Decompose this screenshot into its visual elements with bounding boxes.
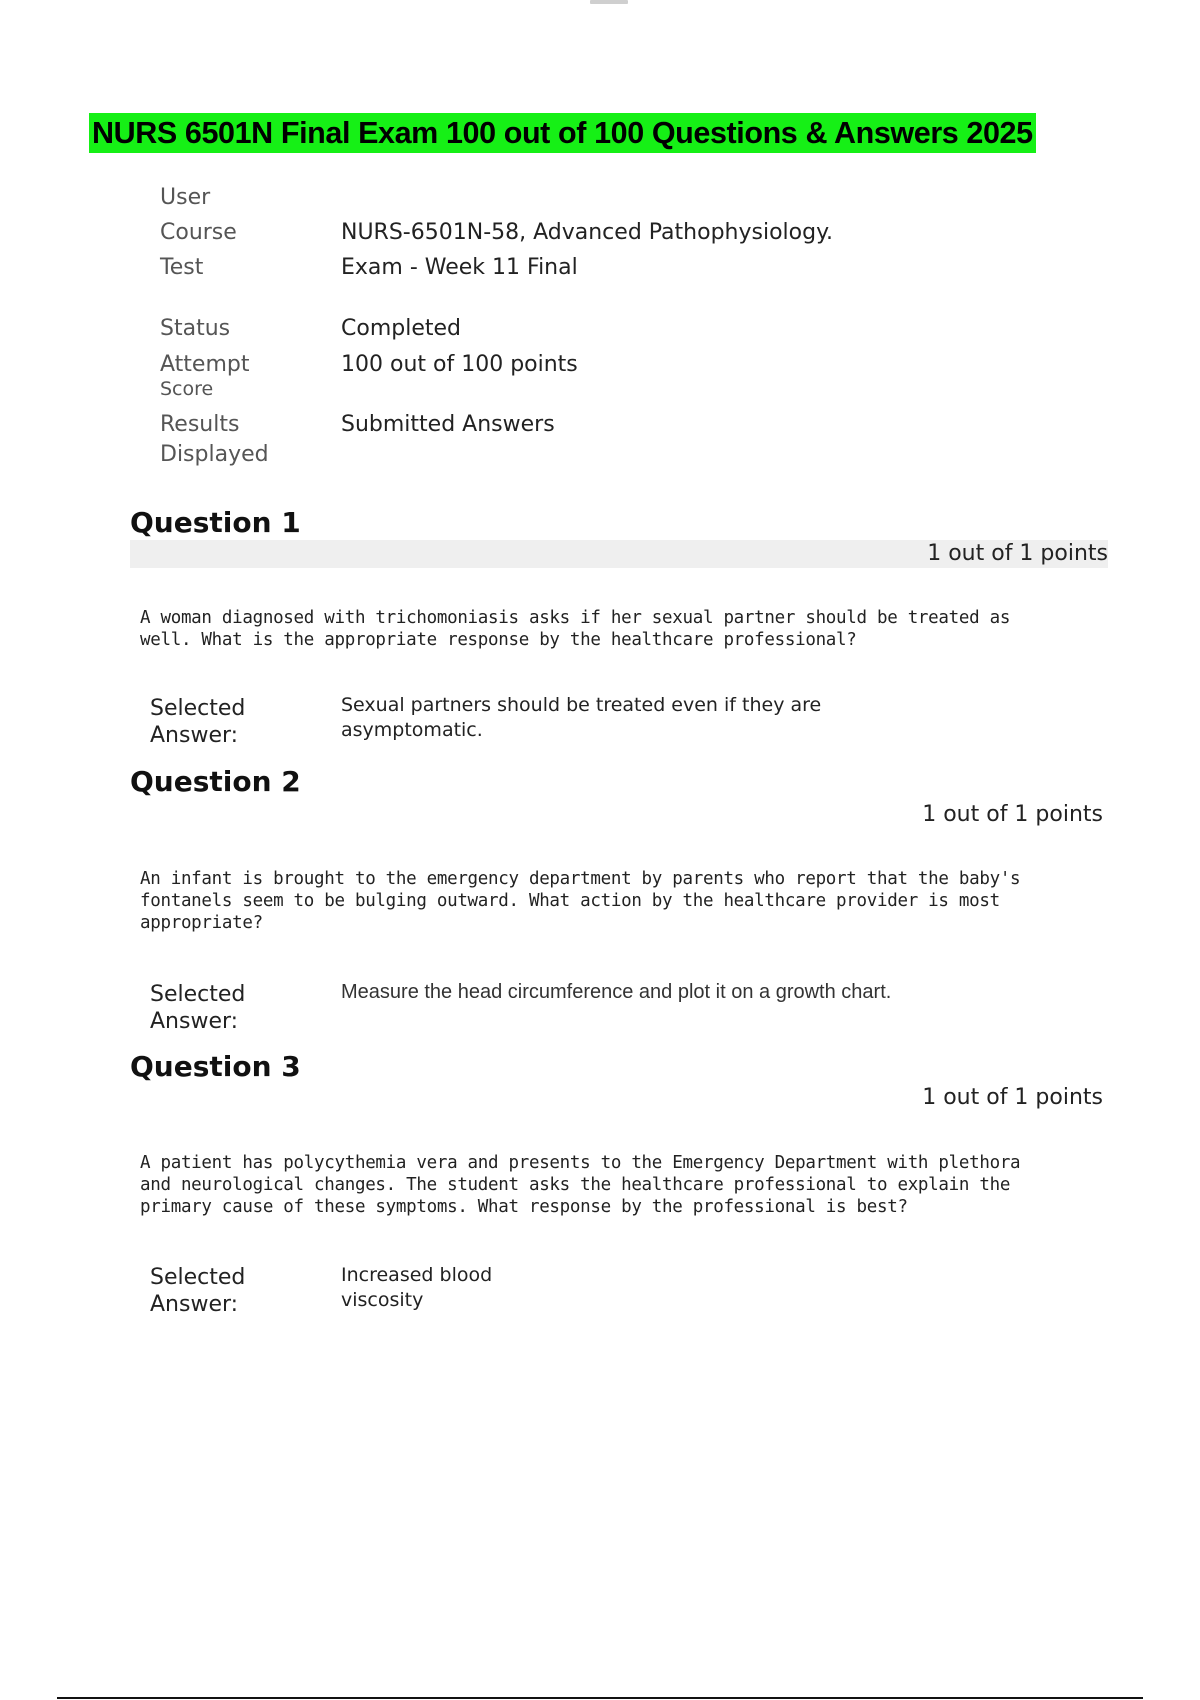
course-label: Course <box>160 220 237 245</box>
question-1-heading: Question 1 <box>130 506 301 539</box>
question-1-text: A woman diagnosed with trichomoniasis asks if her sexual partner should be treated as well. What is the appropriate response by the healthcare professional? <box>140 608 1011 650</box>
test-value: Exam - Week 11 Final <box>341 255 578 280</box>
question-2-selected-label: Selected Answer: <box>150 982 246 1034</box>
question-1-selected-label: Selected Answer: <box>150 696 246 748</box>
score-label-line: Score <box>160 378 214 400</box>
results-displayed-label <box>160 410 269 470</box>
question-3-selected-answer: Increased blood viscosity <box>341 1264 493 1311</box>
document-title: NURS 6501N Final Exam 100 out of 100 Questions & Answers 2025 <box>89 113 1036 153</box>
question-2-selected-answer: Measure the head circumference and plot it on a growth chart. <box>341 981 892 1003</box>
question-3-points: 1 out of 1 points <box>922 1085 1103 1110</box>
page-bottom-rule <box>57 1697 1143 1699</box>
status-label: Status <box>160 316 231 341</box>
attempt-score-label <box>160 350 249 398</box>
question-2-points: 1 out of 1 points <box>922 802 1103 827</box>
question-2-heading: Question 2 <box>130 765 301 798</box>
attempt-label-line: Attempt <box>160 352 250 377</box>
attempt-score-value: 100 out of 100 points <box>341 352 578 377</box>
question-1-points: 1 out of 1 points <box>927 541 1108 566</box>
course-value: NURS-6501N-58, Advanced Pathophysiology. <box>341 220 833 245</box>
status-value: Completed <box>341 316 461 341</box>
question-3-selected-label: Selected Answer: <box>150 1265 246 1317</box>
question-1-selected-answer: Sexual partners should be treated even if they are asymptomatic. <box>341 694 822 741</box>
question-3-heading: Question 3 <box>130 1050 301 1083</box>
results-displayed-value: Submitted Answers <box>341 412 555 437</box>
page-top-mark <box>590 0 628 4</box>
question-3-text: A patient has polycythemia vera and presents to the Emergency Department with plethora and neurological changes. The student asks the healthcare professional to explain the primary cause of these symptoms. What response by the professional is best? <box>140 1153 1021 1217</box>
displayed-label-line: Displayed <box>160 442 269 467</box>
test-label: Test <box>160 255 204 280</box>
question-2-text: An infant is brought to the emergency department by parents who report that the baby's fontanels seem to be bulging outward. What action by the healthcare provider is most appropriate? <box>140 869 1021 933</box>
results-label-line: Results <box>160 412 240 437</box>
user-label: User <box>160 185 211 210</box>
